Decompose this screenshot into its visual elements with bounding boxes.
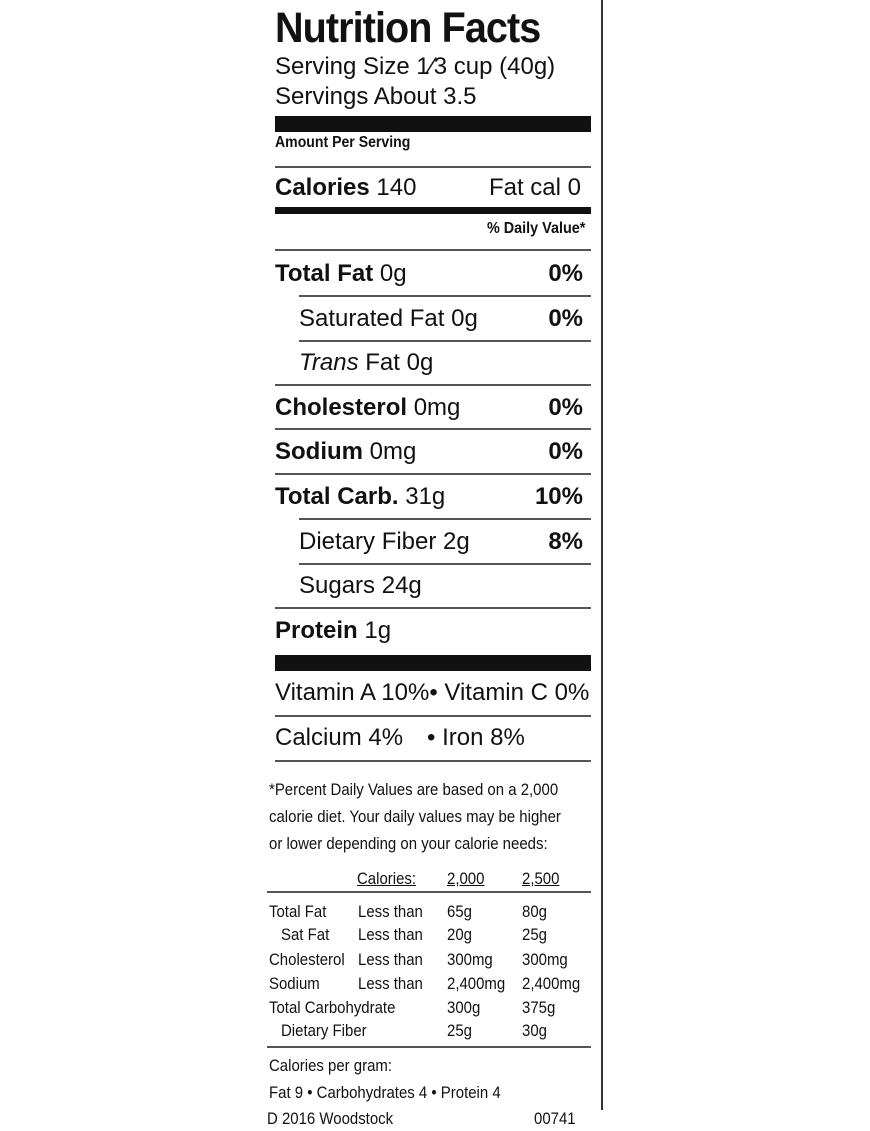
divider — [299, 563, 591, 565]
dv-table-nutrient: Sat Fat — [281, 925, 330, 944]
nutrient-name: Total Fat — [275, 260, 374, 287]
nutrient-row-protein — [275, 617, 391, 645]
nutrient-name: Saturated Fat — [299, 305, 445, 332]
divider — [275, 428, 591, 430]
dv-table-value-2500: 300mg — [522, 950, 568, 969]
divider — [275, 760, 591, 762]
dv-table-value-2500: 80g — [522, 902, 547, 921]
nutrient-row-cholesterol — [275, 394, 460, 422]
dv-table-value-2000: 300mg — [447, 950, 493, 969]
label-title: Nutrition Facts — [275, 4, 541, 52]
dv-table-nutrient: Dietary Fiber — [281, 1021, 367, 1040]
divider — [275, 715, 591, 717]
nutrient-row-total-fat — [275, 260, 407, 288]
dv-table-qualifier: Less than — [358, 902, 423, 921]
nutrient-row-total-carb — [275, 483, 445, 511]
dv-table-header-2000: 2,000 — [447, 869, 485, 888]
nutrient-amount: 0g — [451, 305, 478, 332]
footnote-line: or lower depending on your calorie needs: — [269, 834, 548, 853]
nutrient-name: Protein — [275, 617, 358, 644]
divider — [275, 384, 591, 386]
dv-table-qualifier: Less than — [358, 925, 423, 944]
nutrient-amount: 1g — [364, 617, 392, 644]
servings-per-container: Servings About 3.5 — [275, 83, 477, 110]
nutrient-dv: 8% — [548, 528, 583, 555]
nutrient-name: Sodium — [275, 438, 363, 465]
calories-row — [275, 174, 416, 202]
divider — [299, 295, 591, 297]
dv-table-value-2000: 2,400mg — [447, 974, 506, 993]
calories-value: 140 — [376, 174, 417, 201]
nutrient-amount: 0g — [406, 349, 434, 376]
nutrient-row-dietary-fiber — [299, 528, 470, 556]
amount-per-serving: Amount Per Serving — [275, 134, 411, 151]
nutrient-dv: 10% — [534, 483, 583, 510]
divider — [299, 340, 591, 342]
vitamins-row: Vitamin A 10%• Vitamin C 0% — [275, 679, 590, 706]
dv-table-value-2000: 20g — [447, 925, 472, 944]
nutrient-amount: 24g — [381, 572, 422, 599]
nutrient-dv: 0% — [548, 305, 583, 332]
dv-table-value-2500: 30g — [522, 1021, 547, 1040]
nutrient-row-trans-fat — [299, 349, 433, 377]
dv-table-value-2000: 25g — [447, 1021, 472, 1040]
divider — [267, 891, 591, 893]
dv-table-value-2500: 25g — [522, 925, 547, 944]
nutrient-name: Total Carb. — [275, 483, 399, 510]
daily-value-header: % Daily Value* — [486, 220, 585, 237]
divider — [267, 1046, 591, 1048]
dv-table-qualifier: Less than — [358, 950, 423, 969]
divider — [275, 166, 591, 168]
divider — [275, 249, 591, 251]
dv-table-nutrient: Total Fat — [269, 902, 327, 921]
nutrient-amount: 0mg — [369, 438, 417, 465]
nutrient-name: Trans — [299, 349, 359, 376]
nutrient-amount: 2g — [443, 528, 470, 555]
thick-divider — [275, 116, 591, 132]
dv-table-nutrient: Sodium — [269, 974, 320, 993]
divider — [299, 518, 591, 520]
nutrient-dv: 0% — [548, 260, 583, 287]
nutrient-amount: 0mg — [413, 394, 461, 421]
serving-size: Serving Size 1⁄3 cup (40g) — [275, 53, 556, 80]
dv-table-value-2500: 375g — [522, 998, 556, 1017]
dv-table-header-calories: Calories: — [357, 869, 417, 888]
nutrient-dv: 0% — [548, 438, 583, 465]
nutrient-row-sodium — [275, 438, 416, 466]
fat-calories: Fat cal 0 — [488, 174, 581, 201]
product-code: 00741 — [534, 1109, 576, 1128]
divider — [275, 607, 591, 609]
footnote-line: calorie diet. Your daily values may be higher — [269, 807, 561, 826]
dv-table-nutrient: Cholesterol — [269, 950, 345, 969]
iron-value: • Iron 8% — [427, 724, 525, 751]
thick-divider — [275, 655, 591, 671]
calories-per-gram: Calories per gram: — [269, 1056, 393, 1075]
dv-table-value-2500: 2,400mg — [522, 974, 581, 993]
copyright: D 2016 Woodstock — [267, 1109, 394, 1128]
dv-table-nutrient: Total Carbohydrate — [269, 998, 396, 1017]
nutrient-dv: 0% — [548, 394, 583, 421]
nutrient-amount: 31g — [405, 483, 446, 510]
dv-table-header-2500: 2,500 — [522, 869, 560, 888]
medium-divider — [275, 207, 591, 214]
dv-table-value-2000: 300g — [447, 998, 481, 1017]
nutrient-name-rest: Fat — [365, 349, 400, 376]
nutrient-row-saturated-fat — [299, 305, 478, 333]
calories-label: Calories — [275, 174, 370, 201]
calcium-value: Calcium 4% — [275, 724, 404, 751]
calories-per-gram-values: Fat 9 • Carbohydrates 4 • Protein 4 — [269, 1083, 501, 1102]
nutrient-name: Dietary Fiber — [299, 528, 437, 555]
footnote-line: *Percent Daily Values are based on a 2,000 — [269, 780, 559, 799]
nutrient-name: Sugars — [299, 572, 376, 599]
dv-table-value-2000: 65g — [447, 902, 472, 921]
nutrient-amount: 0g — [379, 260, 407, 287]
nutrient-name: Cholesterol — [275, 394, 408, 421]
dv-table-qualifier: Less than — [358, 974, 423, 993]
divider — [275, 473, 591, 475]
nutrition-facts-label — [265, 0, 603, 1110]
nutrient-row-sugars — [299, 572, 422, 600]
